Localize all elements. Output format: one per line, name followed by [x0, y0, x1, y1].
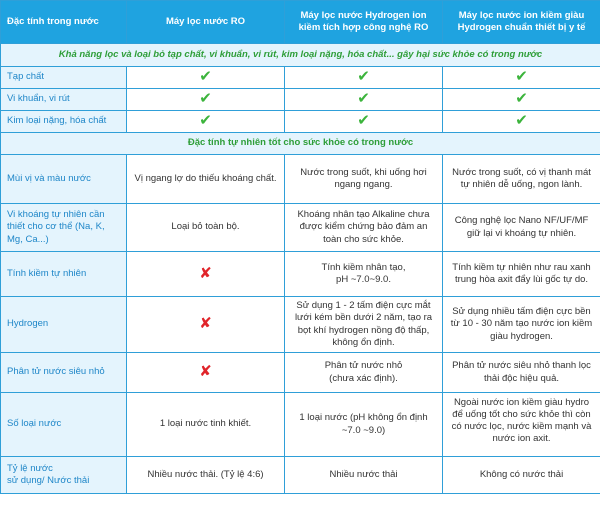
- cell-value: Công nghệ lọc Nano NF/UF/MF giữ lại vi khoáng tự nhiên.: [443, 204, 600, 252]
- cell-value: [285, 353, 443, 393]
- row-label: Vi khoáng tự nhiên cần thiết cho cơ thể (Na, K, Mg, Ca...): [1, 204, 127, 252]
- cell-value: [285, 252, 443, 297]
- cell-value: Tính kiềm tự nhiên như rau xanh trung hòa axit đẩy lùi gốc tự do.: [443, 252, 600, 297]
- check-icon: ✔: [515, 68, 528, 86]
- row-label-line: sử dụng/ Nước thải: [7, 475, 90, 486]
- cell-value: Phân tử nước siêu nhỏ thanh lọc thải độc hiệu quả.: [443, 353, 600, 393]
- cell-value: 1 loại nước (pH không ổn định ~7.0 ~9.0): [285, 393, 443, 457]
- cell-line: (chưa xác định).: [329, 372, 398, 384]
- cross-icon: ✘: [199, 264, 212, 282]
- header-col-hydrogen-ro: Máy lọc nước Hydrogen ion kiềm tích hợp công nghệ RO: [285, 1, 443, 44]
- table-row: [1, 155, 600, 204]
- check-icon: ✔: [357, 90, 370, 108]
- table-row: [1, 89, 600, 111]
- table-row: [1, 457, 600, 494]
- row-label-line: Tỷ lệ nước: [7, 462, 53, 474]
- table-row: [1, 67, 600, 89]
- cross-icon: ✘: [199, 363, 212, 381]
- row-label: Mùi vị và màu nước: [1, 155, 127, 204]
- row-label: Tính kiềm tự nhiên: [1, 252, 127, 297]
- cell-value: Nước trong suốt, có vị thanh mát tự nhiên dễ uống, ngon lành.: [443, 155, 600, 204]
- header-col-ro: Máy lọc nước RO: [127, 1, 285, 44]
- check-icon: ✔: [357, 68, 370, 86]
- cell-value: Không có nước thải: [443, 457, 600, 494]
- cell-line: pH ~7.0~9.0.: [336, 274, 391, 285]
- cell-value: Sử dụng 1 - 2 tấm điện cực mắt lưới kém bền dưới 2 năm, tạo ra bọt khí hydrogen nồng độ thấp, không ổn định.: [285, 297, 443, 353]
- cell-value: Sử dụng nhiều tấm điện cực bền từ 10 - 30 năm tạo nước ion kiềm giàu hydrogen.: [443, 297, 600, 353]
- cell-value: Vị ngang lợ do thiếu khoáng chất.: [127, 155, 285, 204]
- table-row: [1, 204, 600, 252]
- cell-line: Tính kiềm nhân tạo,: [321, 261, 406, 273]
- check-icon: ✔: [199, 90, 212, 108]
- cell-value: 1 loại nước tinh khiết.: [127, 393, 285, 457]
- section-title-filtering: Khả năng lọc và loại bỏ tạp chất, vi khuẩn, vi rút, kim loại nặng, hóa chất... gây hại sức khỏe có trong nước: [1, 44, 600, 67]
- cell-line: Phân tử nước nhỏ: [324, 360, 403, 372]
- header-col-property: Đặc tính trong nước: [1, 1, 127, 44]
- row-label: Vi khuẩn, vi rút: [1, 89, 127, 111]
- row-label: Hydrogen: [1, 297, 127, 353]
- row-label: Kim loại nặng, hóa chất: [1, 111, 127, 133]
- row-label: Số loại nước: [1, 393, 127, 457]
- section-title-natural: Đặc tính tự nhiên tốt cho sức khỏe có trong nước: [1, 133, 600, 155]
- section-row-natural: [1, 133, 600, 155]
- check-icon: ✔: [357, 112, 370, 130]
- table-row: [1, 252, 600, 297]
- cross-icon: ✘: [199, 315, 212, 333]
- cell-value: Khoáng nhân tạo Alkaline chưa được kiểm chứng bảo đảm an toàn cho sức khỏe.: [285, 204, 443, 252]
- header-col-hydrogen-medical: Máy lọc nước ion kiềm giàu Hydrogen chuẩn thiết bị y tế: [443, 1, 600, 44]
- check-icon: ✔: [515, 90, 528, 108]
- table-row: [1, 111, 600, 133]
- row-label: Phân tử nước siêu nhỏ: [1, 353, 127, 393]
- header-row: [1, 1, 600, 44]
- check-icon: ✔: [199, 68, 212, 86]
- row-label: Tạp chất: [1, 67, 127, 89]
- cell-value: Nhiều nước thải. (Tỷ lệ 4:6): [127, 457, 285, 494]
- cell-value: Nhiều nước thải: [285, 457, 443, 494]
- check-icon: ✔: [199, 112, 212, 130]
- section-row-filtering: [1, 44, 600, 67]
- table-row: [1, 353, 600, 393]
- cell-value: Ngoài nước ion kiềm giàu hydro để uống tốt cho sức khỏe thì còn có nước lọc, nước kiềm mạnh và nước ion axit.: [443, 393, 600, 457]
- row-label: [1, 457, 127, 494]
- table-row: [1, 297, 600, 353]
- table-row: [1, 393, 600, 457]
- cell-value: Loại bỏ toàn bộ.: [127, 204, 285, 252]
- cell-value: Nước trong suốt, khi uống hơi ngang ngang.: [285, 155, 443, 204]
- check-icon: ✔: [515, 112, 528, 130]
